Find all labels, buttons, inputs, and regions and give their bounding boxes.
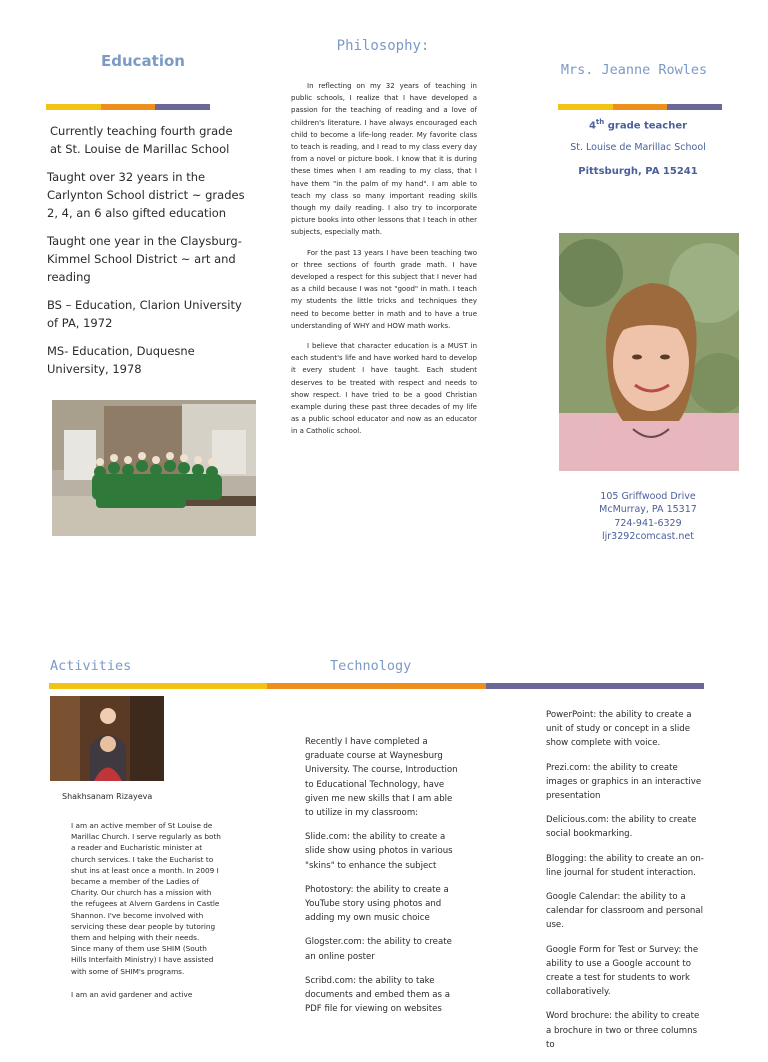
contact-phone: 724-941-6329 <box>614 517 682 529</box>
technology-item: Word brochure: the ability to create a brochure in two or three columns to <box>546 1011 700 1050</box>
technology-item: PowerPoint: the ability to create a unit of study or concept in a slide show complete with voice. <box>546 710 692 749</box>
class-group-photo <box>52 400 256 536</box>
education-divider <box>46 104 210 110</box>
technology-item: Google Form for Test or Survey: the ability to use a Google account to create a test for students to work collaboratively. <box>546 944 699 998</box>
activities-paragraph: I am an avid gardener and active <box>71 989 193 999</box>
technology-item: Glogster.com: the ability to create an online poster <box>305 937 452 962</box>
bottom-divider <box>49 683 704 689</box>
education-item: Currently teaching fourth grade at St. Louise de Marillac School <box>50 124 233 156</box>
grade-number: 4 <box>588 120 596 132</box>
philosophy-heading: Philosophy: <box>336 38 430 54</box>
technology-item: Blogging: the ability to create an on-line journal for student interaction. <box>546 853 704 878</box>
grade-title <box>548 118 728 131</box>
contact-info <box>588 490 708 544</box>
technology-item: Slide.com: the ability to create a slide show using photos in various "skins" to enhance the subject <box>305 832 453 871</box>
activities-heading: Activities <box>50 658 132 674</box>
technology-intro: Recently I have completed a graduate course at Waynesburg University. The course, Introduction to Educational Technology, have given me new skills that I am able to utilize in my classroom: <box>305 737 458 819</box>
contact-street: 105 Griffwood Drive <box>600 491 696 502</box>
philosophy-text <box>291 80 477 446</box>
philosophy-paragraph: I believe that character education is a MUST in each student's life and have worked hard to develop it every student I have taught. Each student deserves to be treated with respect and needs to show respect. I have tried to be a good Christian example during these past three decades of my life as a public school educator and now as an educator in a Catholic school. <box>291 342 477 436</box>
activities-photo-caption: Shakhsanam Rizayeva <box>62 792 153 801</box>
activities-paragraph: I am an active member of St Louise de Marillac Church. I serve regularly as both a reader and Eucharistic minister at church services. I take the Eucharist to shut ins at least once a month. In 2009 I became a member of the Ladies of Charity. Our church has a mission with the refugees at Alvern Gardens in Castle Shannon. I've become involved with servicing these dear people by tutoring them and helping with their needs. Since many of them use SHIM (South Hills Interfaith Ministry) I have assisted with some of SHIM's programs. <box>71 821 221 976</box>
education-item: Taught over 32 years in the Carlynton School district ~ grades 2, 4, an 6 also gifted education <box>47 170 245 220</box>
technology-item: Scribd.com: the ability to take documents and embed them as a PDF file for viewing on websites <box>305 975 451 1015</box>
grade-suffix: th <box>595 118 605 126</box>
technology-item: Delicious.com: the ability to create social bookmarking. <box>546 815 697 840</box>
technology-item: Prezi.com: the ability to create images or graphics in an interactive presentation <box>546 762 702 802</box>
teacher-name: Mrs. Jeanne Rowles <box>560 62 708 78</box>
technology-left-column <box>305 735 463 1026</box>
technology-heading: Technology <box>330 658 412 674</box>
education-item: Taught one year in the Claysburg-Kimmel School District ~ art and reading <box>47 234 242 284</box>
contact-email: ljr3292comcast.net <box>602 531 694 543</box>
education-item: MS- Education, Duquesne University, 1978 <box>47 344 195 376</box>
philosophy-paragraph: In reflecting on my 32 years of teaching in public schools, I realize that I have developed a passion for the teaching of reading and a love of children's literature. I have always encouraged each child to become a life-long reader. My favorite class to teach is reading, and I read to my class every day from a novel or picture book. I know that it is during these times when I am reading to my class, that I have them "in the palm of my hand". I am able to teach my class so many important reading skills though my daily reading. I also try to incorporate picture books into other lessons that I teach in other subjects, especially math. <box>291 82 477 237</box>
activities-text <box>71 820 221 1012</box>
education-list <box>47 122 247 388</box>
technology-item: Google Calendar: the ability to a calendar for classroom and personal use. <box>546 892 703 931</box>
school-name: St. Louise de Marillac School <box>570 142 706 153</box>
technology-item: Photostory: the ability to create a YouTube story using photos and adding my own music choice <box>305 884 449 924</box>
grade-label: grade teacher <box>604 120 688 132</box>
philosophy-paragraph: For the past 13 years I have been teaching two or three sections of fourth grade math. I have developed a respect for this subject that I never had as a child because I was not "good" in math. I teach my students the little tricks and techniques they need to become better in math and to have a true understanding of WHY and HOW math works. <box>291 248 477 330</box>
profile-divider <box>558 104 722 110</box>
activities-photo <box>50 696 164 781</box>
education-item: BS – Education, Clarion University of PA, 1972 <box>47 298 242 330</box>
technology-right-column <box>546 708 706 1062</box>
contact-city: McMurray, PA 15317 <box>599 504 697 516</box>
education-heading: Education <box>101 52 185 70</box>
teacher-portrait <box>559 233 739 471</box>
school-city: Pittsburgh, PA 15241 <box>578 166 698 177</box>
